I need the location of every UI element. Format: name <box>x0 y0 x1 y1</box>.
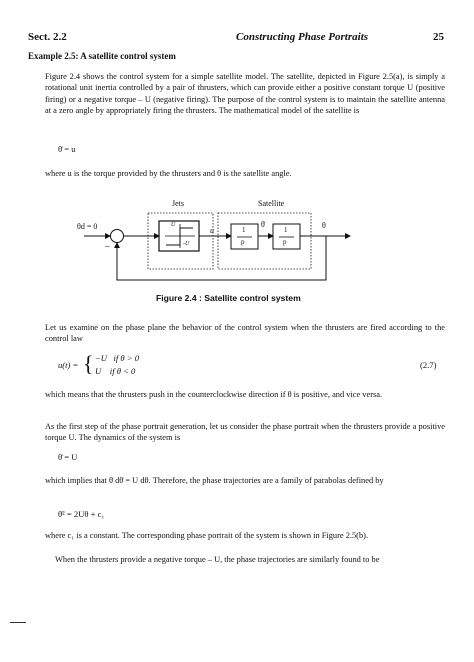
integrator-2-denominator: p <box>283 238 287 246</box>
relay-u-label: U <box>171 222 176 228</box>
theta-d-label: θd = 0 <box>77 222 98 231</box>
section-label: Sect. 2.2 <box>28 31 67 43</box>
paragraph-negative-torque: When the thrusters provide a negative torque – U, the phase trajectories are similarly found to be <box>55 555 380 564</box>
theta-dot-label: θ̇ <box>261 220 265 229</box>
control-law-case-1: −U if θ > 0 <box>95 353 139 363</box>
paragraph-positive-torque: As the first step of the phase portrait generation, let us consider the phase portrait when the thrusters provide a positive torque U. The dynamics of the system is <box>45 422 445 443</box>
control-law-brace: { <box>83 351 94 376</box>
summing-junction <box>111 230 124 243</box>
running-title: Constructing Phase Portraits <box>236 31 369 43</box>
satellite-label: Satellite <box>258 199 285 208</box>
integrator-2-numerator: 1 <box>284 226 288 234</box>
equation-positive-torque: θ̈ = U <box>58 452 78 462</box>
control-law-case-2: U if θ < 0 <box>95 366 136 376</box>
jets-label: Jets <box>172 199 184 208</box>
paragraph-constant-c1: where c₁ is a constant. The corresponding phase portrait of the system is shown in Figure 2.5(b). <box>45 531 369 540</box>
paragraph-control-law-intro: Let us examine on the phase plane the behavior of the control system when the thrusters are fired according to the control law <box>45 323 445 344</box>
figure-caption: Figure 2.4 : Satellite control system <box>156 293 301 303</box>
page-number: 25 <box>433 31 444 43</box>
relay-neg-u-label: -U <box>183 241 190 247</box>
equation-satellite-model: θ̈ = u <box>58 144 76 154</box>
integrator-1-numerator: 1 <box>242 226 246 234</box>
page-mark <box>10 622 26 623</box>
paragraph-intro: Figure 2.4 shows the control system for a simple satellite model. The satellite, depicted in Figure 2.5(a), is simply a rotational unit inertia controlled by a pair of thrusters, which can provide either a positive constant torque U (positive firing) or a negative torque – U (negative firing). The purpose of the control system is to maintain the satellite antenna at a zero angle by appropriately firing the thrusters. The mathematical model of the satellite is <box>45 72 445 116</box>
paragraph-control-law-meaning: which means that the thrusters push in the counterclockwise direction if θ is positive, and vice versa. <box>45 390 383 399</box>
equation-parabola-family: θ̇² = 2Uθ + c₁ <box>58 509 105 519</box>
feedback-minus-sign: – <box>105 241 110 251</box>
paragraph-definitions: where u is the torque provided by the thrusters and θ is the satellite angle. <box>45 169 292 178</box>
integrator-1-denominator: p <box>241 238 245 246</box>
equation-number: (2.7) <box>420 360 437 370</box>
theta-label: θ <box>322 221 326 230</box>
example-title: Example 2.5: A satellite control system <box>28 51 176 61</box>
u-label: u <box>210 226 214 235</box>
control-law-lhs: u(t) = <box>58 360 79 370</box>
paragraph-parabolas: which implies that θ̇ dθ̇ = U dθ. Therefore, the phase trajectories are a family of parabolas defined by <box>45 476 384 485</box>
